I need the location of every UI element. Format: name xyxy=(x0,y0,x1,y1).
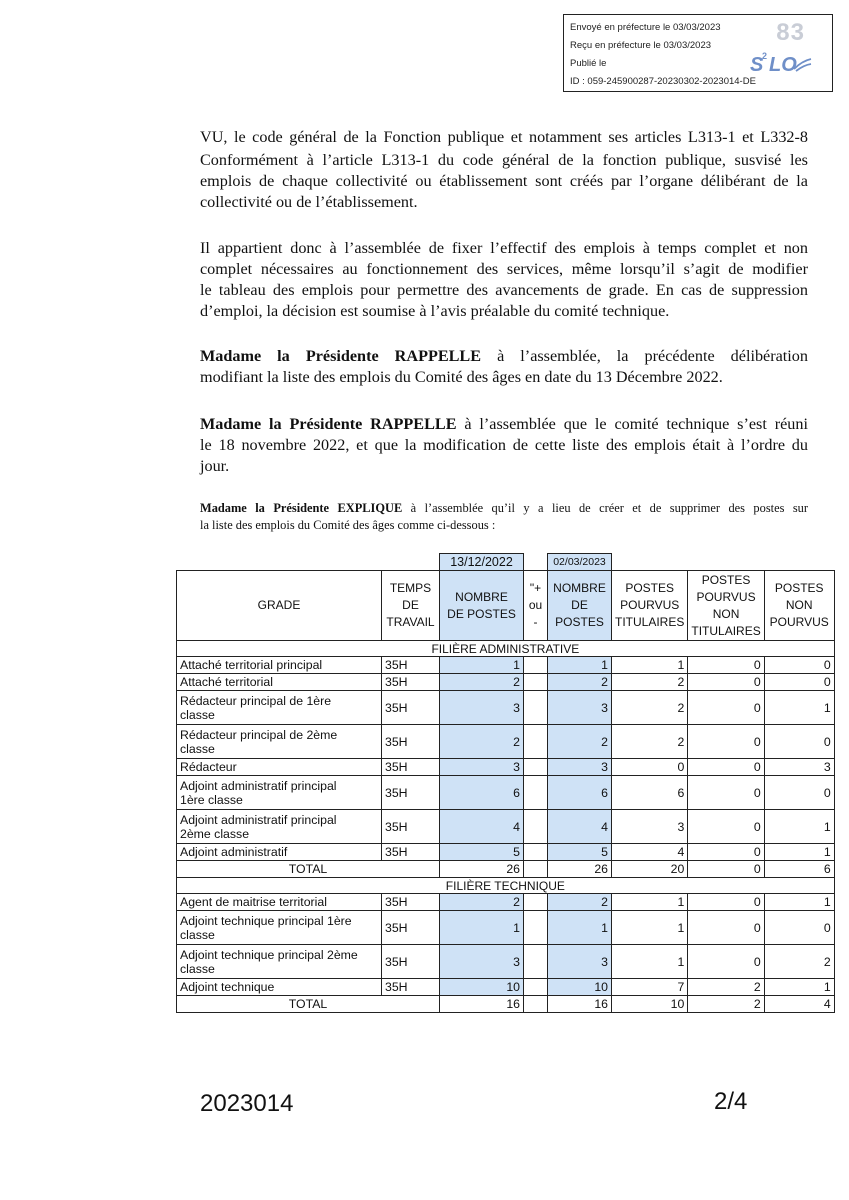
pourvus-titulaires-cell: 1 xyxy=(612,945,688,979)
nombre-previous-cell: 4 xyxy=(440,810,524,844)
plus-minus-cell xyxy=(524,945,548,979)
temps-cell: 35H xyxy=(382,911,440,945)
grade-line: Attaché territorial principal xyxy=(180,658,323,672)
prefecture-stamp xyxy=(563,14,833,92)
non-pourvus-cell: 1 xyxy=(764,691,834,725)
table-row xyxy=(177,844,835,861)
grade-line: 2ème classe xyxy=(180,826,250,841)
grade-line: classe xyxy=(180,741,215,756)
total-plus-minus xyxy=(524,861,548,878)
total-nombre-previous: 26 xyxy=(440,861,524,878)
nombre-current-cell: 10 xyxy=(548,979,612,996)
pourvus-non-titulaires-cell: 0 xyxy=(688,911,764,945)
table-row xyxy=(177,691,835,725)
grade-line: Adjoint administratif principal xyxy=(180,812,337,827)
grade-cell xyxy=(177,844,382,861)
total-non-pourvus: 4 xyxy=(764,996,834,1013)
stamp-id: ID : 059-245900287-20230302-2023014-DE xyxy=(570,76,756,87)
page-number: 2/4 xyxy=(714,1088,748,1115)
total-row xyxy=(177,861,835,878)
text-line: complet nécessaires au fonctionnement des services, même lorsqu’il s’agit de modifier xyxy=(200,260,808,278)
header-line: POSTES xyxy=(701,572,751,587)
temps-cell: 35H xyxy=(382,894,440,911)
header-line: "+ xyxy=(529,581,542,595)
grade-line: Adjoint administratif xyxy=(180,845,288,859)
total-label: TOTAL xyxy=(177,996,440,1013)
emplois-table xyxy=(176,553,835,1013)
header-line: TRAVAIL xyxy=(386,615,435,629)
nombre-current-cell: 2 xyxy=(548,894,612,911)
text-line: Il appartient donc à l’assemblée de fixer l’effectif des emplois à temps complet et non xyxy=(200,239,808,257)
svg-text:S: S xyxy=(750,54,764,76)
header-line: NOMBRE xyxy=(553,581,606,595)
non-pourvus-cell: 0 xyxy=(764,911,834,945)
grade-cell xyxy=(177,894,382,911)
table-row xyxy=(177,657,835,674)
text-line: emplois de chaque collectivité ou établissement sont créés par l’organe délibérant de la xyxy=(200,172,808,190)
plus-minus-cell xyxy=(524,759,548,776)
grade-line: classe xyxy=(180,927,215,942)
pourvus-non-titulaires-cell: 0 xyxy=(688,810,764,844)
header-line: ou xyxy=(528,598,543,612)
paragraph-explique xyxy=(200,500,808,534)
filiere-row xyxy=(177,878,835,894)
text-line: Conformément à l’article L313-1 du code général de la fonction publique, susvisé les xyxy=(200,151,808,169)
pourvus-titulaires-cell: 0 xyxy=(612,759,688,776)
table-row xyxy=(177,674,835,691)
pourvus-titulaires-cell: 1 xyxy=(612,657,688,674)
plus-minus-cell xyxy=(524,844,548,861)
plus-minus-cell xyxy=(524,691,548,725)
header-temps xyxy=(382,571,440,641)
table-row xyxy=(177,725,835,759)
header-line: POURVUS xyxy=(620,598,680,612)
non-pourvus-cell: 0 xyxy=(764,776,834,810)
nombre-current-cell: 3 xyxy=(548,691,612,725)
grade-cell xyxy=(177,810,382,844)
grade-cell xyxy=(177,759,382,776)
non-pourvus-cell: 0 xyxy=(764,674,834,691)
text-line: le tableau des emplois pour permettre des avancements de grade. En cas de suppression xyxy=(200,281,808,299)
pourvus-titulaires-cell: 2 xyxy=(612,674,688,691)
paragraph-rappelle-2 xyxy=(200,414,808,477)
grade-cell xyxy=(177,674,382,691)
grade-cell xyxy=(177,945,382,979)
total-non-pourvus: 6 xyxy=(764,861,834,878)
temps-cell: 35H xyxy=(382,691,440,725)
temps-cell: 35H xyxy=(382,725,440,759)
plus-minus-cell xyxy=(524,776,548,810)
nombre-previous-cell: 6 xyxy=(440,776,524,810)
pourvus-titulaires-cell: 1 xyxy=(612,894,688,911)
header-line: POURVUS xyxy=(696,589,756,604)
paragraph-assemblee xyxy=(200,238,808,322)
total-nombre-previous: 16 xyxy=(440,996,524,1013)
text-line: VU, le code général de la Fonction publique et notamment ses articles L313-1 et L332-8 xyxy=(200,128,808,146)
temps-cell: 35H xyxy=(382,759,440,776)
header-plus-minus xyxy=(524,571,548,641)
table-row xyxy=(177,945,835,979)
grade-line: Rédacteur xyxy=(180,760,237,774)
plus-minus-cell xyxy=(524,657,548,674)
grade-line: classe xyxy=(180,961,215,976)
filiere-row xyxy=(177,641,835,657)
text-span: à l’assemblée qu’il y a lieu de créer et de supprimer des postes sur xyxy=(402,501,808,515)
pourvus-non-titulaires-cell: 0 xyxy=(688,844,764,861)
nombre-previous-cell: 1 xyxy=(440,657,524,674)
pourvus-titulaires-cell: 1 xyxy=(612,911,688,945)
pourvus-non-titulaires-cell: 0 xyxy=(688,776,764,810)
pourvus-titulaires-cell: 6 xyxy=(612,776,688,810)
table-row xyxy=(177,759,835,776)
header-line: POSTES xyxy=(555,615,604,629)
header-line: DE xyxy=(571,598,588,612)
table-row xyxy=(177,911,835,945)
nombre-current-cell: 2 xyxy=(548,674,612,691)
temps-cell: 35H xyxy=(382,844,440,861)
header-nombre-current xyxy=(548,571,612,641)
nombre-current-cell: 1 xyxy=(548,657,612,674)
text-line xyxy=(200,500,808,517)
header-line: TEMPS xyxy=(389,581,432,595)
text-line: la liste des emplois du Comité des âges comme ci-dessous : xyxy=(200,518,496,532)
header-pourvus-titulaires xyxy=(612,571,688,641)
svg-text:2: 2 xyxy=(762,51,768,61)
date-header-current: 02/03/2023 xyxy=(548,554,612,571)
non-pourvus-cell: 0 xyxy=(764,657,834,674)
s2lo-logo-icon xyxy=(750,49,812,77)
pourvus-titulaires-cell: 2 xyxy=(612,691,688,725)
plus-minus-cell xyxy=(524,911,548,945)
grade-cell xyxy=(177,979,382,996)
total-pourvus-non-titulaires: 2 xyxy=(688,996,764,1013)
header-nombre-previous xyxy=(440,571,524,641)
header-pourvus-non-titulaires xyxy=(688,571,764,641)
grade-line: Adjoint technique principal 2ème xyxy=(180,947,358,962)
stamp-number: 83 xyxy=(776,19,805,46)
pourvus-titulaires-cell: 3 xyxy=(612,810,688,844)
total-nombre-current: 16 xyxy=(548,996,612,1013)
total-pourvus-titulaires: 10 xyxy=(612,996,688,1013)
pourvus-non-titulaires-cell: 0 xyxy=(688,657,764,674)
total-label: TOTAL xyxy=(177,861,440,878)
grade-cell xyxy=(177,725,382,759)
text-line xyxy=(200,414,808,435)
grade-line: Adjoint technique xyxy=(180,980,275,994)
nombre-current-cell: 6 xyxy=(548,776,612,810)
nombre-previous-cell: 3 xyxy=(440,759,524,776)
nombre-previous-cell: 2 xyxy=(440,894,524,911)
plus-minus-cell xyxy=(524,979,548,996)
grade-cell xyxy=(177,657,382,674)
grade-line: Rédacteur principal de 2ème xyxy=(180,727,338,742)
svg-text:LO: LO xyxy=(769,54,797,76)
non-pourvus-cell: 2 xyxy=(764,945,834,979)
pourvus-non-titulaires-cell: 2 xyxy=(688,979,764,996)
non-pourvus-cell: 1 xyxy=(764,810,834,844)
total-nombre-current: 26 xyxy=(548,861,612,878)
temps-cell: 35H xyxy=(382,810,440,844)
header-line: TITULAIRES xyxy=(691,623,761,638)
pourvus-non-titulaires-cell: 0 xyxy=(688,759,764,776)
plus-minus-cell xyxy=(524,810,548,844)
text-line xyxy=(200,346,808,367)
stamp-published: Publié le xyxy=(570,58,607,69)
grade-line: Attaché territorial xyxy=(180,675,273,689)
non-pourvus-cell: 3 xyxy=(764,759,834,776)
nombre-current-cell: 3 xyxy=(548,945,612,979)
plus-minus-cell xyxy=(524,894,548,911)
non-pourvus-cell: 1 xyxy=(764,894,834,911)
table-row xyxy=(177,979,835,996)
stamp-sent-date: Envoyé en préfecture le 03/03/2023 xyxy=(570,22,721,33)
grade-line: classe xyxy=(180,707,215,722)
filiere-title: FILIÈRE ADMINISTRATIVE xyxy=(177,641,835,657)
table-row xyxy=(177,894,835,911)
nombre-current-cell: 2 xyxy=(548,725,612,759)
total-row xyxy=(177,996,835,1013)
grade-cell xyxy=(177,691,382,725)
text-span: à l’assemblée, la précédente délibération xyxy=(481,347,808,365)
grade-cell xyxy=(177,911,382,945)
header-line: NON xyxy=(785,598,813,612)
bold-text: Madame la Présidente RAPPELLE xyxy=(200,415,457,433)
pourvus-titulaires-cell: 2 xyxy=(612,725,688,759)
grade-line: Agent de maitrise territorial xyxy=(180,895,327,909)
header-line: DE POSTES xyxy=(447,606,516,621)
header-non-pourvus xyxy=(764,571,834,641)
nombre-previous-cell: 3 xyxy=(440,691,524,725)
header-line: TITULAIRES xyxy=(615,615,685,629)
nombre-previous-cell: 5 xyxy=(440,844,524,861)
total-pourvus-non-titulaires: 0 xyxy=(688,861,764,878)
document-reference: 2023014 xyxy=(200,1090,294,1117)
nombre-previous-cell: 10 xyxy=(440,979,524,996)
pourvus-titulaires-cell: 4 xyxy=(612,844,688,861)
nombre-previous-cell: 2 xyxy=(440,674,524,691)
nombre-current-cell: 4 xyxy=(548,810,612,844)
non-pourvus-cell: 1 xyxy=(764,844,834,861)
total-plus-minus xyxy=(524,996,548,1013)
table-row xyxy=(177,810,835,844)
header-line: POSTES xyxy=(774,581,824,595)
nombre-current-cell: 5 xyxy=(548,844,612,861)
bold-text: Madame la Présidente EXPLIQUE xyxy=(200,501,403,515)
nombre-current-cell: 1 xyxy=(548,911,612,945)
grade-line: 1ère classe xyxy=(180,792,243,807)
header-grade: GRADE xyxy=(177,571,382,641)
temps-cell: 35H xyxy=(382,674,440,691)
plus-minus-cell xyxy=(524,674,548,691)
stamp-received-date: Reçu en préfecture le 03/03/2023 xyxy=(570,40,712,51)
grade-line: Rédacteur principal de 1ère xyxy=(180,693,332,708)
plus-minus-cell xyxy=(524,725,548,759)
text-line: jour. xyxy=(200,457,230,475)
grade-line: Adjoint technique principal 1ère xyxy=(180,913,352,928)
temps-cell: 35H xyxy=(382,945,440,979)
text-line: d’emploi, la décision est soumise à l’avis préalable du comité technique. xyxy=(200,302,670,320)
text-line: le 18 novembre 2022, et que la modification de cette liste des emplois était à l’ordre du xyxy=(200,436,808,454)
header-line: DE xyxy=(402,598,419,612)
pourvus-titulaires-cell: 7 xyxy=(612,979,688,996)
pourvus-non-titulaires-cell: 0 xyxy=(688,725,764,759)
pourvus-non-titulaires-cell: 0 xyxy=(688,691,764,725)
nombre-previous-cell: 1 xyxy=(440,911,524,945)
filiere-title: FILIÈRE TECHNIQUE xyxy=(177,878,835,894)
header-line: POURVUS xyxy=(769,615,829,629)
non-pourvus-cell: 1 xyxy=(764,979,834,996)
non-pourvus-cell: 0 xyxy=(764,725,834,759)
grade-line: Adjoint administratif principal xyxy=(180,778,337,793)
header-line: - xyxy=(533,615,538,629)
temps-cell: 35H xyxy=(382,776,440,810)
nombre-current-cell: 3 xyxy=(548,759,612,776)
pourvus-non-titulaires-cell: 0 xyxy=(688,894,764,911)
total-pourvus-titulaires: 20 xyxy=(612,861,688,878)
pourvus-non-titulaires-cell: 0 xyxy=(688,674,764,691)
table-row xyxy=(177,776,835,810)
bold-text: Madame la Présidente RAPPELLE xyxy=(200,347,482,365)
text-span: à l’assemblée que le comité technique s’est réuni xyxy=(456,415,808,433)
nombre-previous-cell: 3 xyxy=(440,945,524,979)
temps-cell: 35H xyxy=(382,657,440,674)
paragraph-vu xyxy=(200,127,808,213)
pourvus-non-titulaires-cell: 0 xyxy=(688,945,764,979)
text-line: modifiant la liste des emplois du Comité des âges en date du 13 Décembre 2022. xyxy=(200,368,723,386)
grade-cell xyxy=(177,776,382,810)
date-header-previous: 13/12/2022 xyxy=(440,554,524,571)
nombre-previous-cell: 2 xyxy=(440,725,524,759)
header-line: NOMBRE xyxy=(455,589,508,604)
header-line: POSTES xyxy=(625,581,675,595)
temps-cell: 35H xyxy=(382,979,440,996)
text-line: collectivité ou de l’établissement. xyxy=(200,193,418,211)
header-line: NON xyxy=(712,606,740,621)
paragraph-rappelle-1 xyxy=(200,346,808,388)
